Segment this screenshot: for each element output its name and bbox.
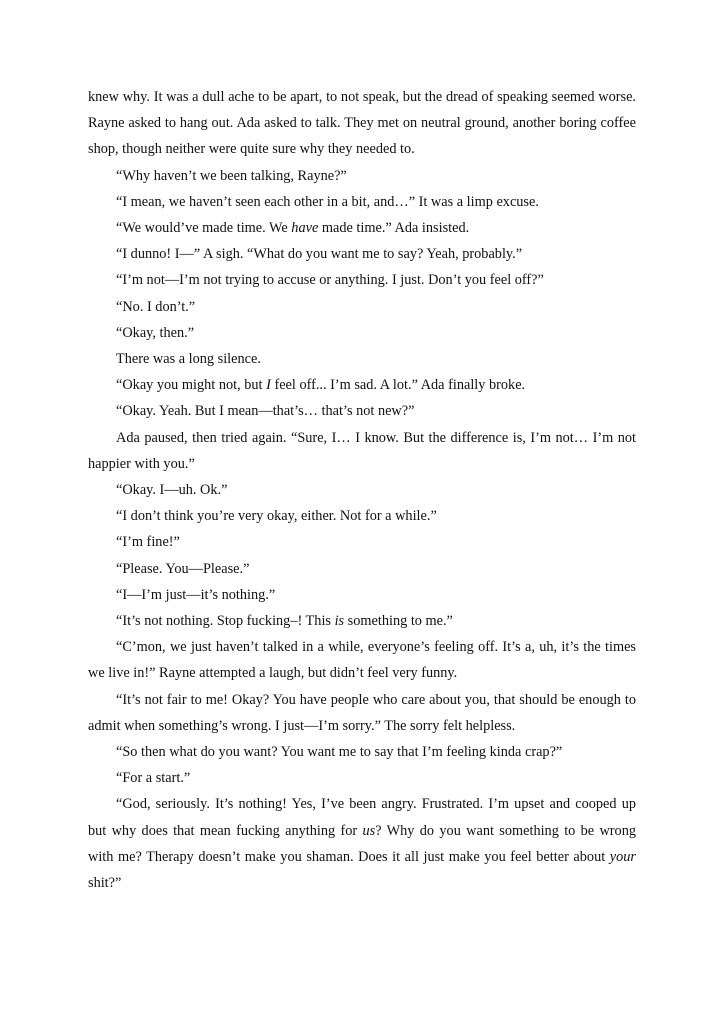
paragraph (88, 267, 636, 293)
text-run: ? Why do you want something to be wrong with me? Therapy doesn’t make you shaman. Does it all just make you feel better about (88, 822, 636, 865)
emphasis-text: I (266, 377, 271, 394)
emphasis-text: is (334, 613, 345, 630)
body-text (88, 84, 636, 896)
text-run: “I don’t think you’re very okay, either. Not for a while.” (116, 508, 437, 525)
paragraph (88, 556, 636, 582)
text-run: “Okay. Yeah. But I mean—that’s… that’s not new?” (116, 403, 415, 420)
paragraph (88, 294, 636, 320)
paragraph (88, 791, 636, 896)
text-run: “I’m fine!” (116, 534, 180, 551)
text-run: “I dunno! I—” A sigh. “What do you want me to say? Yeah, probably.” (116, 246, 523, 263)
paragraph (88, 372, 636, 398)
text-run: “I mean, we haven’t seen each other in a bit, and…” It was a limp excuse. (116, 193, 539, 210)
paragraph (88, 425, 636, 477)
text-run: “For a start.” (116, 770, 191, 787)
paragraph (88, 529, 636, 555)
text-run: “C’mon, we just haven’t talked in a while, everyone’s feeling off. It’s a, uh, it’s the times we live in!” Rayne attempted a laugh, but didn’t feel very funny. (88, 639, 636, 682)
emphasis-text: have (291, 220, 319, 237)
text-run: feel off... I’m sad. A lot.” Ada finally broke. (270, 377, 526, 394)
text-run: “Okay. I—uh. Ok.” (116, 482, 228, 499)
paragraph (88, 582, 636, 608)
text-run: shit?” (88, 875, 122, 892)
text-run: “Please. You—Please.” (116, 560, 250, 577)
text-run: “So then what do you want? You want me to say that I’m feeling kinda crap?” (116, 744, 563, 761)
paragraph (88, 477, 636, 503)
text-run: “We would’ve made time. We (116, 220, 292, 237)
paragraph (88, 634, 636, 686)
text-run: “It’s not nothing. Stop fucking–! This (116, 613, 335, 630)
paragraph (88, 163, 636, 189)
paragraph (88, 739, 636, 765)
text-run: something to me.” (344, 613, 453, 630)
paragraph (88, 84, 636, 163)
text-run: “I—I’m just—it’s nothing.” (116, 586, 276, 603)
text-run: “No. I don’t.” (116, 298, 196, 315)
text-run: “It’s not fair to me! Okay? You have people who care about you, that should be enough to admit when something’s wrong. I just—I’m sorry.” The sorry felt helpless. (88, 691, 636, 734)
paragraph (88, 215, 636, 241)
text-run: There was a long silence. (116, 351, 261, 368)
text-run: “Okay you might not, but (116, 377, 267, 394)
emphasis-text: your (609, 848, 636, 865)
paragraph (88, 346, 636, 372)
text-run: Ada paused, then tried again. “Sure, I… I know. But the difference is, I’m not… I’m not happier with you.” (88, 429, 636, 472)
paragraph (88, 241, 636, 267)
paragraph (88, 503, 636, 529)
text-run: “I’m not—I’m not trying to accuse or anything. I just. Don’t you feel off?” (116, 272, 544, 289)
text-run: “Why haven’t we been talking, Rayne?” (116, 167, 347, 184)
text-run: made time.” Ada insisted. (318, 220, 470, 237)
paragraph (88, 608, 636, 634)
paragraph (88, 765, 636, 791)
paragraph (88, 320, 636, 346)
paragraph (88, 189, 636, 215)
text-run: “Okay, then.” (116, 324, 195, 341)
emphasis-text: us (362, 822, 376, 839)
text-run: “God, seriously. It’s nothing! Yes, I’ve been angry. Frustrated. I’m upset and cooped up but why does that mean fucking anything for (88, 796, 636, 839)
text-run: knew why. It was a dull ache to be apart, to not speak, but the dread of speaking seemed worse. Rayne asked to hang out. Ada asked to talk. They met on neutral ground, another boring coffee shop, though neither were quite sure why they needed to. (88, 89, 636, 158)
paragraph (88, 687, 636, 739)
paragraph (88, 398, 636, 424)
